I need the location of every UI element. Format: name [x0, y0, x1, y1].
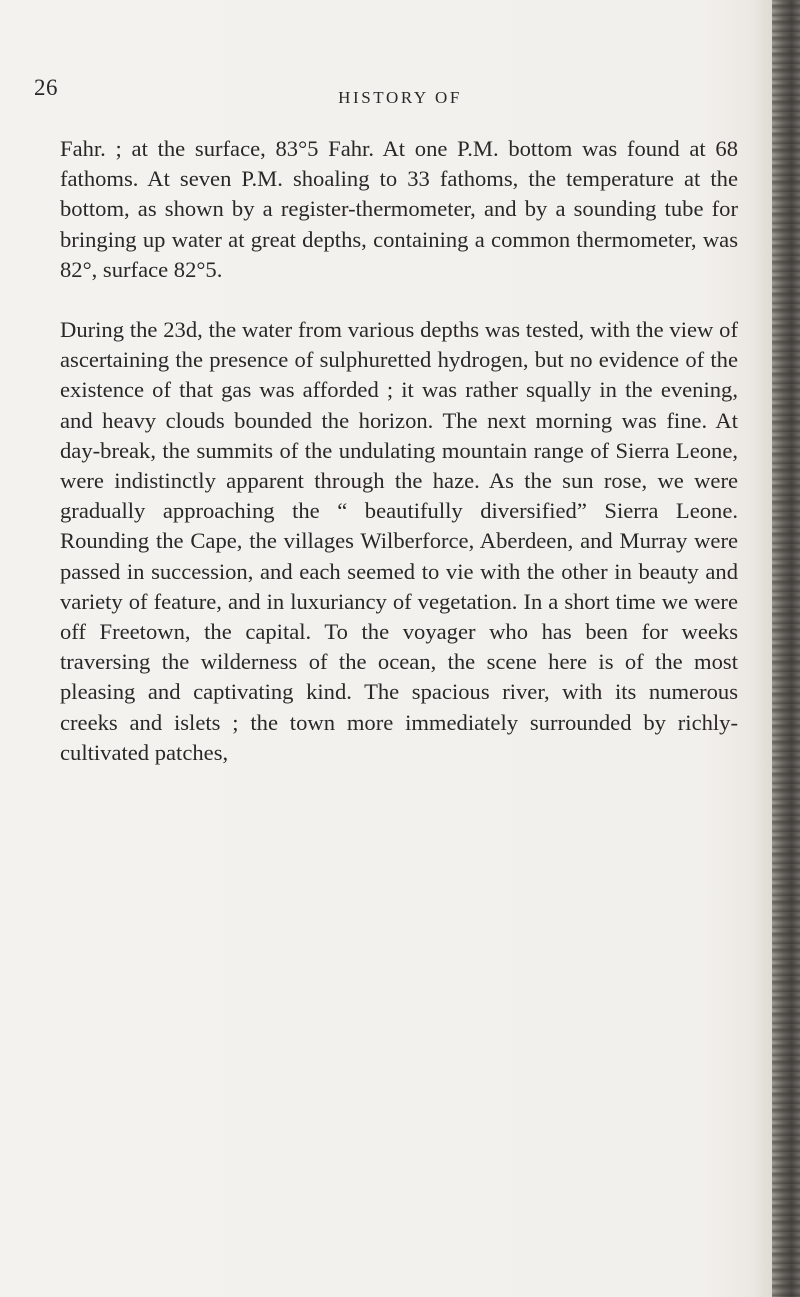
page-number: 26 [34, 75, 58, 100]
body-text [60, 134, 738, 768]
running-head: HISTORY OF [338, 88, 462, 107]
book-binding-edge [772, 0, 800, 1297]
paragraph: Fahr. ; at the surface, 83°5 Fahr. At one P.M. bottom was found at 68 fathoms. At seven P.M. shoaling to 33 fathoms, the temperature at the bottom, as shown by a register-thermometer, and by a sounding tube for bringing up water at great depths, containing a common thermometer, was 82°, surface 82°5. [60, 136, 738, 282]
paragraph: During the 23d, the water from various depths was tested, with the view of ascertaining the presence of sulphuretted hydrogen, but no evidence of the existence of that gas was afforded ; it was rather squally in the evening, and heavy clouds bounded the horizon. The next morning was fine. At day-break, the summits of the undulating mountain range of Sierra Leone, were indistinctly apparent through the haze. As the sun rose, we were gradually approaching the “ beautifully diversified” Sierra Leone. Rounding the Cape, the villages Wilberforce, Aberdeen, and Murray were passed in succession, and each seemed to vie with the other in beauty and variety of feature, and in luxuriancy of vegetation. In a short time we were off Freetown, the capital. To the voyager who has been for weeks traversing the wilderness of the ocean, the scene here is of the most pleasing and captivating kind. The spacious river, with its numerous creeks and islets ; the town more immediately surrounded by richly-cultivated patches, [60, 317, 738, 765]
